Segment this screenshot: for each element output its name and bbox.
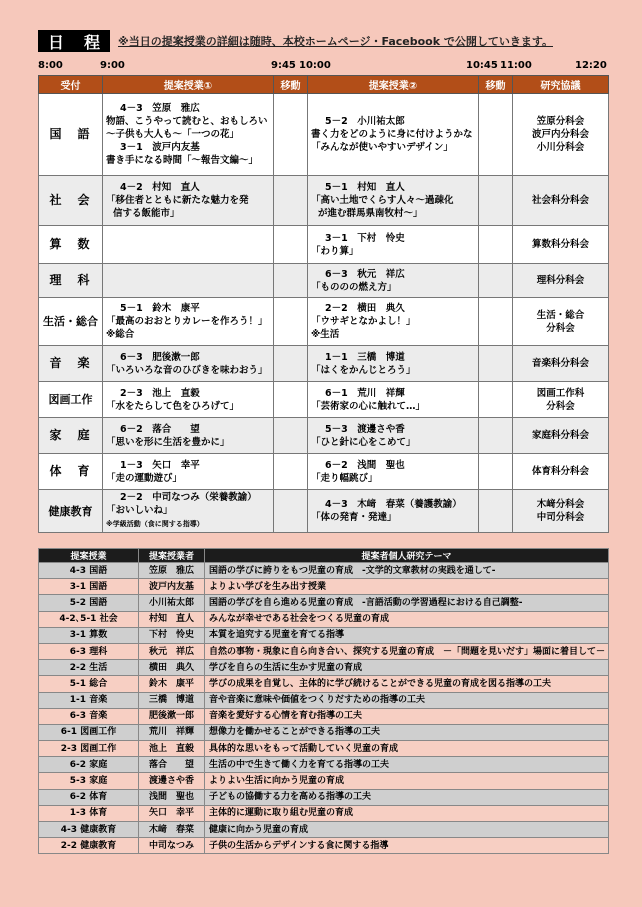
- header-note: ※当日の提案授業の詳細は随時、本校ホームページ・Facebook で公開していきます。: [118, 35, 553, 48]
- teacher-line: 4－3 笠原 雅広: [120, 103, 200, 114]
- class-cell: 5-2 国語: [39, 595, 139, 611]
- teacher-cell: 秋元 祥広: [139, 643, 205, 659]
- research-line: 算数科分科会: [531, 239, 589, 250]
- class-cell: 4-3 健康教育: [39, 822, 139, 838]
- lesson-line: 「みんなが使いやすいデザイン」: [311, 142, 453, 153]
- research-line: 家庭科分科会: [531, 430, 589, 441]
- theme-cell: 国語の学びを自ら進める児童の育成 -言語活動の学習過程における自己調整-: [205, 595, 609, 611]
- lesson-note: ※学級活動（食に関する指導）: [106, 520, 204, 528]
- schedule-row: [39, 490, 609, 533]
- teacher-line: 6－2 落合 望: [120, 423, 200, 435]
- schedule-row: [39, 418, 609, 454]
- page-title: [38, 30, 110, 52]
- subject-cell: 生活・総合: [39, 298, 103, 346]
- teacher-cell: 矢口 幸平: [139, 805, 205, 821]
- lesson2-cell: [308, 298, 479, 346]
- class-cell: 2-2 健康教育: [39, 838, 139, 854]
- lesson-line: 「いろいろな音のひびきを味わおう」: [106, 364, 268, 376]
- research-line: 分科会: [546, 400, 575, 412]
- lesson-line: 書き手になる時間「～報告文編～」: [106, 155, 259, 166]
- class-cell: 3-1 国語: [39, 579, 139, 595]
- lesson-line: 「最高のおおとりカレーを作ろう！」: [106, 316, 268, 327]
- teacher-cell: 肥後漱一郎: [139, 708, 205, 724]
- time-label: 10:00: [299, 60, 331, 71]
- teacher-line: 2－3 池上 直毅: [120, 387, 200, 399]
- lesson-line: 「もののの燃え方」: [311, 281, 397, 293]
- teacher-cell: 小川祐太郎: [139, 595, 205, 611]
- move-cell: [479, 418, 513, 454]
- lesson2-cell: [308, 264, 479, 298]
- teacher-cell: 村知 直人: [139, 611, 205, 627]
- table-row: [39, 724, 609, 740]
- teacher-line: 5－3 渡邊さや香: [325, 423, 405, 435]
- teacher-line: 5－1 鈴木 康平: [120, 303, 200, 314]
- theme-cell: 子供の生活からデザインする食に関する指導: [205, 838, 609, 854]
- table-row: [39, 789, 609, 805]
- theme-header-row: [39, 549, 609, 563]
- schedule-row: [39, 298, 609, 346]
- teacher-line: 5－2 小川祐太郎: [325, 116, 405, 127]
- lesson1-cell: [103, 454, 274, 490]
- move-cell: [274, 176, 308, 226]
- theme-cell: 音楽を愛好する心情を育む指導の工夫: [205, 708, 609, 724]
- theme-cell: よりよい学びを生み出す授業: [205, 579, 609, 595]
- theme-cell: 生活の中で生きて働く力を育てる指導の工夫: [205, 757, 609, 773]
- theme-cell: よりよい生活に向かう児童の育成: [205, 773, 609, 789]
- subject-cell: 理 科: [39, 264, 103, 298]
- lesson1-cell: [103, 490, 274, 533]
- table-row: [39, 579, 609, 595]
- lesson-line: が進む群馬県南牧村～」: [318, 208, 423, 219]
- theme-cell: 音や音楽に意味や価値をつくりだすための指導の工夫: [205, 692, 609, 708]
- research-cell: [513, 94, 609, 176]
- lesson-line: 「走り幅跳び」: [311, 472, 378, 484]
- teacher-line: 4－3 木﨑 春菜（養護教諭）: [325, 499, 462, 510]
- subject-cell: 図画工作: [39, 382, 103, 418]
- theme-cell: 国語の学びに誇りをもつ児童の育成 -文学的文章教材の実践を通して-: [205, 563, 609, 579]
- lesson1-cell: [103, 382, 274, 418]
- move-cell: [479, 454, 513, 490]
- table-row: [39, 643, 609, 659]
- move-cell: [274, 418, 308, 454]
- col-header: 研究協議: [513, 76, 609, 94]
- teacher-line: 6－2 浅間 聖也: [325, 459, 405, 471]
- lesson1-cell: [103, 418, 274, 454]
- class-cell: 6-3 音楽: [39, 708, 139, 724]
- lesson1-cell: [103, 176, 274, 226]
- class-cell: 6-1 図画工作: [39, 724, 139, 740]
- class-cell: 6-3 理科: [39, 643, 139, 659]
- research-line: 社会科分科会: [531, 195, 589, 206]
- lesson1-cell-empty: [103, 264, 274, 298]
- time-label: 11:00: [500, 60, 532, 71]
- research-cell: [513, 226, 609, 264]
- table-row: [39, 595, 609, 611]
- lesson-line: 「水をたらして色をひろげて」: [106, 400, 240, 412]
- class-cell: 6-2 体育: [39, 789, 139, 805]
- subject-cell: 家 庭: [39, 418, 103, 454]
- schedule-row: [39, 176, 609, 226]
- teacher-cell: 笠原 雅広: [139, 563, 205, 579]
- research-line: 生活・総合: [536, 309, 585, 321]
- teacher-cell: 三橋 博道: [139, 692, 205, 708]
- lesson1-cell: [103, 346, 274, 382]
- research-line: 木﨑分科会: [536, 499, 585, 510]
- lesson2-cell: [308, 490, 479, 533]
- theme-cell: 具体的な思いをもって活動していく児童の育成: [205, 741, 609, 757]
- col-header: 受付: [39, 76, 103, 94]
- lesson-line: 書く力をどのように身に付けようかな: [311, 129, 473, 140]
- move-cell: [274, 490, 308, 533]
- research-line: 体育科分科会: [531, 466, 589, 477]
- teacher-cell: 渡邊さや香: [139, 773, 205, 789]
- table-row: [39, 660, 609, 676]
- teacher-cell: 下村 怜史: [139, 627, 205, 643]
- table-row: [39, 708, 609, 724]
- page-title-b: 程: [83, 32, 100, 52]
- lesson-line: 「思いを形に生活を豊かに」: [106, 436, 230, 448]
- col-header: 提案授業①: [103, 76, 274, 94]
- time-label: 9:45: [271, 60, 296, 71]
- table-row: [39, 692, 609, 708]
- lesson2-cell: [308, 176, 479, 226]
- move-cell: [274, 382, 308, 418]
- move-cell: [274, 226, 308, 264]
- move-cell: [479, 346, 513, 382]
- research-line: 図画工作科: [536, 387, 585, 399]
- lesson-line: 「ひと針に心をこめて」: [311, 436, 416, 448]
- time-label: 12:20: [575, 60, 607, 71]
- research-cell: [513, 490, 609, 533]
- teacher-cell: 木﨑 春菜: [139, 822, 205, 838]
- lesson1-cell-empty: [103, 226, 274, 264]
- lesson-line: 「体の発育・発達」: [311, 512, 397, 523]
- theme-cell: 主体的に運動に取り組む児童の育成: [205, 805, 609, 821]
- lesson-line: 「移住者とともに新たな魅力を発: [106, 195, 249, 206]
- schedule-row: [39, 382, 609, 418]
- schedule-row: [39, 264, 609, 298]
- teacher-line: 6－1 荒川 祥輝: [325, 387, 405, 399]
- lesson2-cell: [308, 226, 479, 264]
- lesson2-cell: [308, 454, 479, 490]
- teacher-line: 1－1 三橋 博道: [325, 351, 405, 363]
- move-cell: [479, 298, 513, 346]
- teacher-line: 3－1 波戸内友基: [120, 142, 200, 153]
- teacher-cell: 波戸内友基: [139, 579, 205, 595]
- lesson1-cell: [103, 94, 274, 176]
- theme-cell: 学びを自らの生活に生かす児童の育成: [205, 660, 609, 676]
- lesson-line: ～子供も大人も～「一つの花」: [106, 129, 240, 140]
- lesson-line: 「高い土地でくらす人々～過疎化: [311, 195, 454, 206]
- class-cell: 6-2 家庭: [39, 757, 139, 773]
- table-row: [39, 773, 609, 789]
- table-row: [39, 741, 609, 757]
- research-line: 波戸内分科会: [531, 129, 589, 140]
- teacher-cell: 落合 望: [139, 757, 205, 773]
- lesson-line: 信する飯能市」: [113, 208, 180, 219]
- col-header: 提案授業者: [139, 549, 205, 563]
- teacher-line: 6－3 肥後漱一郎: [120, 351, 200, 363]
- subject-cell: 国 語: [39, 94, 103, 176]
- teacher-line: 3－1 下村 怜史: [325, 232, 405, 244]
- table-row: [39, 611, 609, 627]
- class-cell: 3-1 算数: [39, 627, 139, 643]
- teacher-line: 2－2 中司なつみ（栄養教諭）: [120, 492, 257, 503]
- class-cell: 2-3 図画工作: [39, 741, 139, 757]
- teacher-line: 1－3 矢口 幸平: [120, 459, 200, 471]
- page-title-a: 日: [47, 32, 64, 52]
- lesson-line: 「おいしいね」: [106, 505, 173, 516]
- schedule-row: [39, 94, 609, 176]
- time-label: 10:45: [466, 60, 498, 71]
- theme-cell: 本質を追究する児童を育てる指導: [205, 627, 609, 643]
- lesson-line: 「はくをかんじとろう」: [311, 364, 416, 376]
- schedule-row: [39, 454, 609, 490]
- col-header: 移動: [479, 76, 513, 94]
- teacher-line: 2－2 横田 典久: [325, 303, 405, 314]
- research-cell: [513, 176, 609, 226]
- move-cell: [479, 94, 513, 176]
- table-row: [39, 838, 609, 854]
- lesson-note: ※総合: [106, 329, 135, 340]
- schedule-table: [38, 75, 609, 533]
- table-row: [39, 676, 609, 692]
- move-cell: [274, 298, 308, 346]
- teacher-cell: 荒川 祥輝: [139, 724, 205, 740]
- theme-cell: 子どもの協働する力を高める指導の工夫: [205, 789, 609, 805]
- class-cell: 2-2 生活: [39, 660, 139, 676]
- move-cell: [479, 490, 513, 533]
- lesson2-cell: [308, 418, 479, 454]
- move-cell: [479, 382, 513, 418]
- research-cell: [513, 264, 609, 298]
- research-theme-table: [38, 548, 609, 854]
- teacher-cell: 中司なつみ: [139, 838, 205, 854]
- lesson1-cell: [103, 298, 274, 346]
- table-row: [39, 563, 609, 579]
- schedule-row: [39, 346, 609, 382]
- class-cell: 5-3 家庭: [39, 773, 139, 789]
- teacher-line: 4－2 村知 直人: [120, 182, 200, 193]
- research-line: 理科分科会: [536, 275, 585, 286]
- research-cell: [513, 418, 609, 454]
- theme-cell: 想像力を働かせることができる指導の工夫: [205, 724, 609, 740]
- schedule-header-row: [39, 76, 609, 94]
- table-row: [39, 805, 609, 821]
- subject-cell: 音 楽: [39, 346, 103, 382]
- lesson-note: ※生活: [311, 329, 340, 340]
- table-row: [39, 627, 609, 643]
- move-cell: [274, 454, 308, 490]
- research-line: 分科会: [546, 322, 575, 334]
- research-line: 音楽科分科会: [531, 358, 589, 369]
- subject-cell: 健康教育: [39, 490, 103, 533]
- move-cell: [479, 264, 513, 298]
- lesson-line: 「走の運動遊び」: [106, 472, 183, 484]
- teacher-line: 6－3 秋元 祥広: [325, 268, 405, 280]
- lesson-line: 物語、こうやって読むと、おもしろい: [106, 116, 268, 127]
- theme-cell: みんなが幸せである社会をつくる児童の育成: [205, 611, 609, 627]
- teacher-line: 5－1 村知 直人: [325, 182, 405, 193]
- col-header: 移動: [274, 76, 308, 94]
- lesson2-cell: [308, 346, 479, 382]
- schedule-row: [39, 226, 609, 264]
- lesson-line: 「わり算」: [311, 245, 359, 257]
- lesson2-cell: [308, 94, 479, 176]
- lesson-line: 「ウサギとなかよし！」: [311, 316, 416, 327]
- class-cell: 1-3 体育: [39, 805, 139, 821]
- class-cell: 4-2､5-1 社会: [39, 611, 139, 627]
- theme-cell: 健康に向かう児童の育成: [205, 822, 609, 838]
- teacher-cell: 池上 直毅: [139, 741, 205, 757]
- move-cell: [274, 264, 308, 298]
- research-line: 笠原分科会: [536, 116, 585, 127]
- subject-cell: 体 育: [39, 454, 103, 490]
- theme-cell: 学びの成果を自覚し、主体的に学び続けることができる児童の育成を図る指導の工夫: [205, 676, 609, 692]
- move-cell: [479, 226, 513, 264]
- theme-cell: 自然の事物・現象に自ら向き合い、探究する児童の育成 －「問題を見いだす」場面に着目して－: [205, 643, 609, 659]
- subject-cell: 算 数: [39, 226, 103, 264]
- table-row: [39, 822, 609, 838]
- research-cell: [513, 454, 609, 490]
- time-label: 9:00: [100, 60, 125, 71]
- time-label: 8:00: [38, 60, 63, 71]
- teacher-cell: 鈴木 康平: [139, 676, 205, 692]
- lesson2-cell: [308, 382, 479, 418]
- research-cell: [513, 298, 609, 346]
- col-header: 提案授業: [39, 549, 139, 563]
- teacher-cell: 浅間 聖也: [139, 789, 205, 805]
- subject-cell: 社 会: [39, 176, 103, 226]
- lesson-line: 「芸術家の心に触れて…」: [311, 400, 426, 412]
- research-cell: [513, 382, 609, 418]
- class-cell: 4-3 国語: [39, 563, 139, 579]
- move-cell: [479, 176, 513, 226]
- move-cell: [274, 94, 308, 176]
- class-cell: 1-1 音楽: [39, 692, 139, 708]
- teacher-cell: 横田 典久: [139, 660, 205, 676]
- research-line: 中司分科会: [536, 512, 585, 523]
- class-cell: 5-1 総合: [39, 676, 139, 692]
- table-row: [39, 757, 609, 773]
- col-header: 提案者個人研究テーマ: [205, 549, 609, 563]
- col-header: 提案授業②: [308, 76, 479, 94]
- research-line: 小川分科会: [536, 142, 585, 153]
- move-cell: [274, 346, 308, 382]
- research-cell: [513, 346, 609, 382]
